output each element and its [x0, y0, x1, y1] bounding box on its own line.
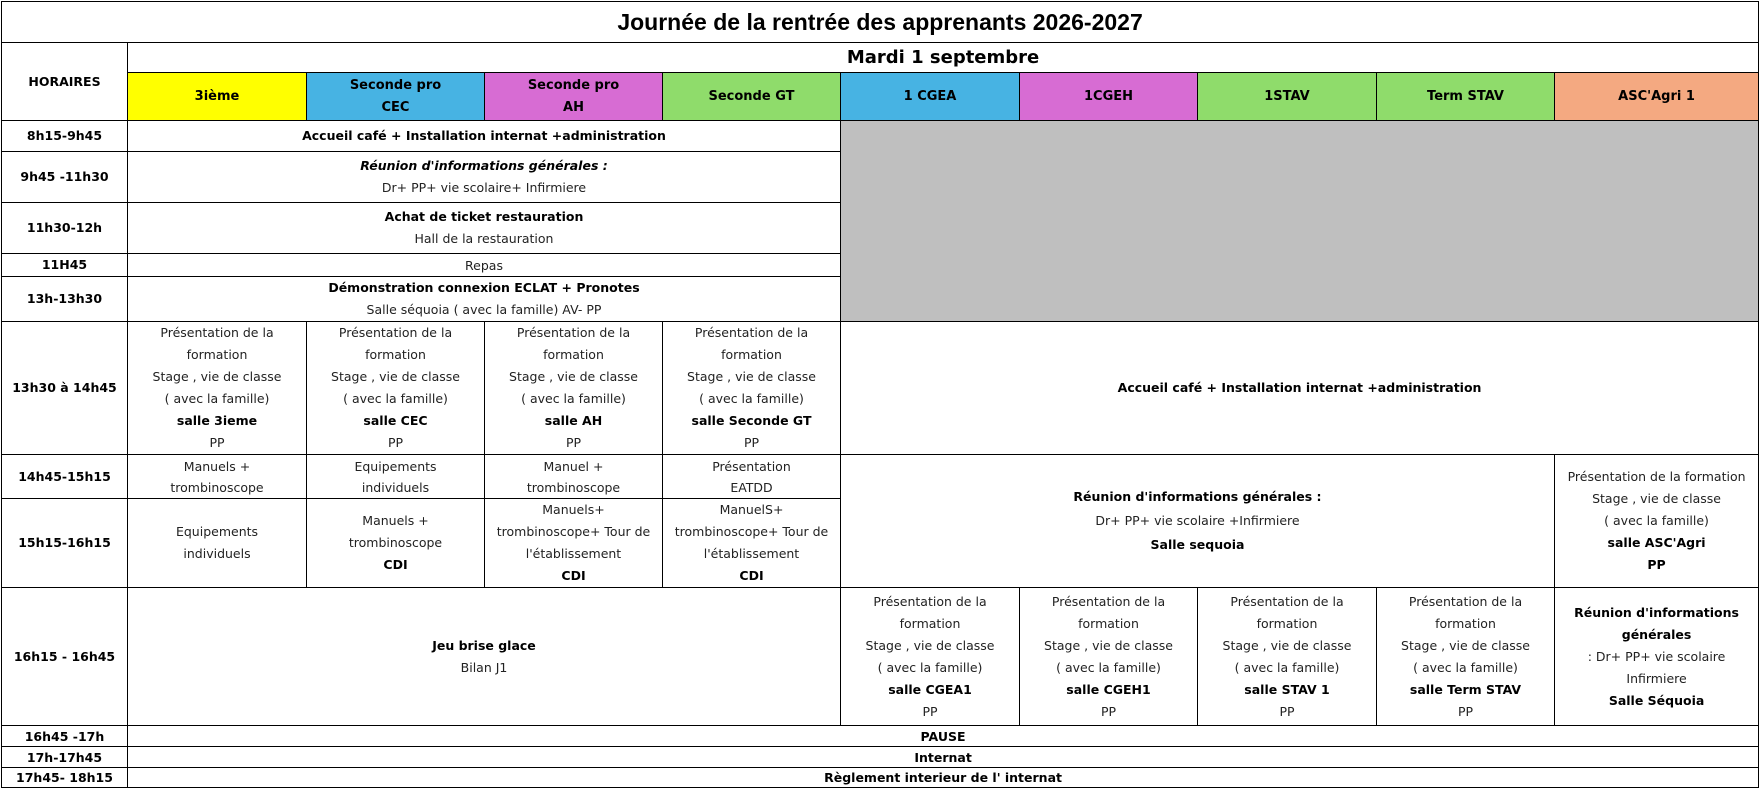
time-slot: 11h30-12h	[2, 203, 128, 254]
time-slot: 16h45 -17h	[2, 726, 128, 747]
class-header-seconde-gt: Seconde GT	[663, 73, 841, 121]
class-header-term-stav: Term STAV	[1377, 73, 1555, 121]
presentation-cec-cell: Présentation de la formation Stage , vie de classe ( avec la famille) salle CEC PP	[307, 322, 485, 455]
activity-cell: ManuelS+ trombinoscope+ Tour de l'établissement CDI	[663, 499, 841, 588]
presentation-term-stav-cell: Présentation de la formation Stage , vie de classe ( avec la famille) salle Term STAV PP	[1377, 588, 1555, 726]
activity-cell: Présentation EATDD	[663, 455, 841, 499]
reunion-afternoon-cell: Réunion d'informations générales : Dr+ PP+ vie scolaire +Infirmiere Salle sequoia	[841, 455, 1555, 588]
horaires-header: HORAIRES	[2, 43, 128, 121]
activity-cell: Equipements individuels	[128, 499, 307, 588]
class-header-1cgeh: 1CGEH	[1020, 73, 1198, 121]
presentation-ah-cell: Présentation de la formation Stage , vie de classe ( avec la famille) salle AH PP	[485, 322, 663, 455]
repas-cell: Repas	[128, 254, 841, 277]
presentation-cgea1-cell: Présentation de la formation Stage , vie de classe ( avec la famille) salle CGEA1 PP	[841, 588, 1020, 726]
time-slot: 13h30 à 14h45	[2, 322, 128, 455]
time-slot: 9h45 -11h30	[2, 152, 128, 203]
jeu-brise-glace-cell: Jeu brise glace Bilan J1	[128, 588, 841, 726]
class-header-ah: Seconde pro AH	[485, 73, 663, 121]
class-header-ascagri: ASC'Agri 1	[1555, 73, 1759, 121]
activity-cell: Manuels + trombinoscope	[128, 455, 307, 499]
presentation-seconde-gt-cell: Présentation de la formation Stage , vie de classe ( avec la famille) salle Seconde GT PP	[663, 322, 841, 455]
time-slot: 15h15-16h15	[2, 499, 128, 588]
achat-ticket-cell: Achat de ticket restauration Hall de la restauration	[128, 203, 841, 254]
internat-cell: Internat	[128, 747, 1759, 768]
time-slot: 14h45-15h15	[2, 455, 128, 499]
time-slot: 17h-17h45	[2, 747, 128, 768]
class-header-1stav: 1STAV	[1198, 73, 1377, 121]
time-slot: 8h15-9h45	[2, 121, 128, 152]
presentation-cgeh1-cell: Présentation de la formation Stage , vie de classe ( avec la famille) salle CGEH1 PP	[1020, 588, 1198, 726]
class-header-cec: Seconde pro CEC	[307, 73, 485, 121]
day-header: Mardi 1 septembre	[128, 43, 1759, 73]
accueil-morning-cell: Accueil café + Installation internat +administration	[128, 121, 841, 152]
time-slot: 11H45	[2, 254, 128, 277]
presentation-3ieme-cell: Présentation de la formation Stage , vie de classe ( avec la famille) salle 3ieme PP	[128, 322, 307, 455]
accueil-afternoon-cell: Accueil café + Installation internat +administration	[841, 322, 1759, 455]
reglement-cell: Règlement interieur de l' internat	[128, 768, 1759, 788]
schedule-table	[1, 1, 1759, 788]
gray-empty-block	[841, 121, 1759, 322]
demo-cell: Démonstration connexion ECLAT + Pronotes Salle séquoia ( avec la famille) AV- PP	[128, 277, 841, 322]
page-title: Journée de la rentrée des apprenants 2026-2027	[2, 2, 1759, 43]
presentation-ascagri-cell: Présentation de la formation Stage , vie de classe ( avec la famille) salle ASC'Agri PP	[1555, 455, 1759, 588]
time-slot: 16h15 - 16h45	[2, 588, 128, 726]
activity-cell: Manuels+ trombinoscope+ Tour de l'établissement CDI	[485, 499, 663, 588]
reunion-morning-cell: Réunion d'informations générales : Dr+ PP+ vie scolaire+ Infirmiere	[128, 152, 841, 203]
reunion-ascagri-cell: Réunion d'informations générales : Dr+ PP+ vie scolaire Infirmiere Salle Séquoia	[1555, 588, 1759, 726]
pause-cell: PAUSE	[128, 726, 1759, 747]
class-header-1cgea: 1 CGEA	[841, 73, 1020, 121]
activity-cell: Manuels + trombinoscope CDI	[307, 499, 485, 588]
activity-cell: Equipements individuels	[307, 455, 485, 499]
time-slot: 17h45- 18h15	[2, 768, 128, 788]
activity-cell: Manuel + trombinoscope	[485, 455, 663, 499]
class-header-3ieme: 3ième	[128, 73, 307, 121]
presentation-stav1-cell: Présentation de la formation Stage , vie de classe ( avec la famille) salle STAV 1 PP	[1198, 588, 1377, 726]
time-slot: 13h-13h30	[2, 277, 128, 322]
class-header-row	[2, 73, 1759, 121]
